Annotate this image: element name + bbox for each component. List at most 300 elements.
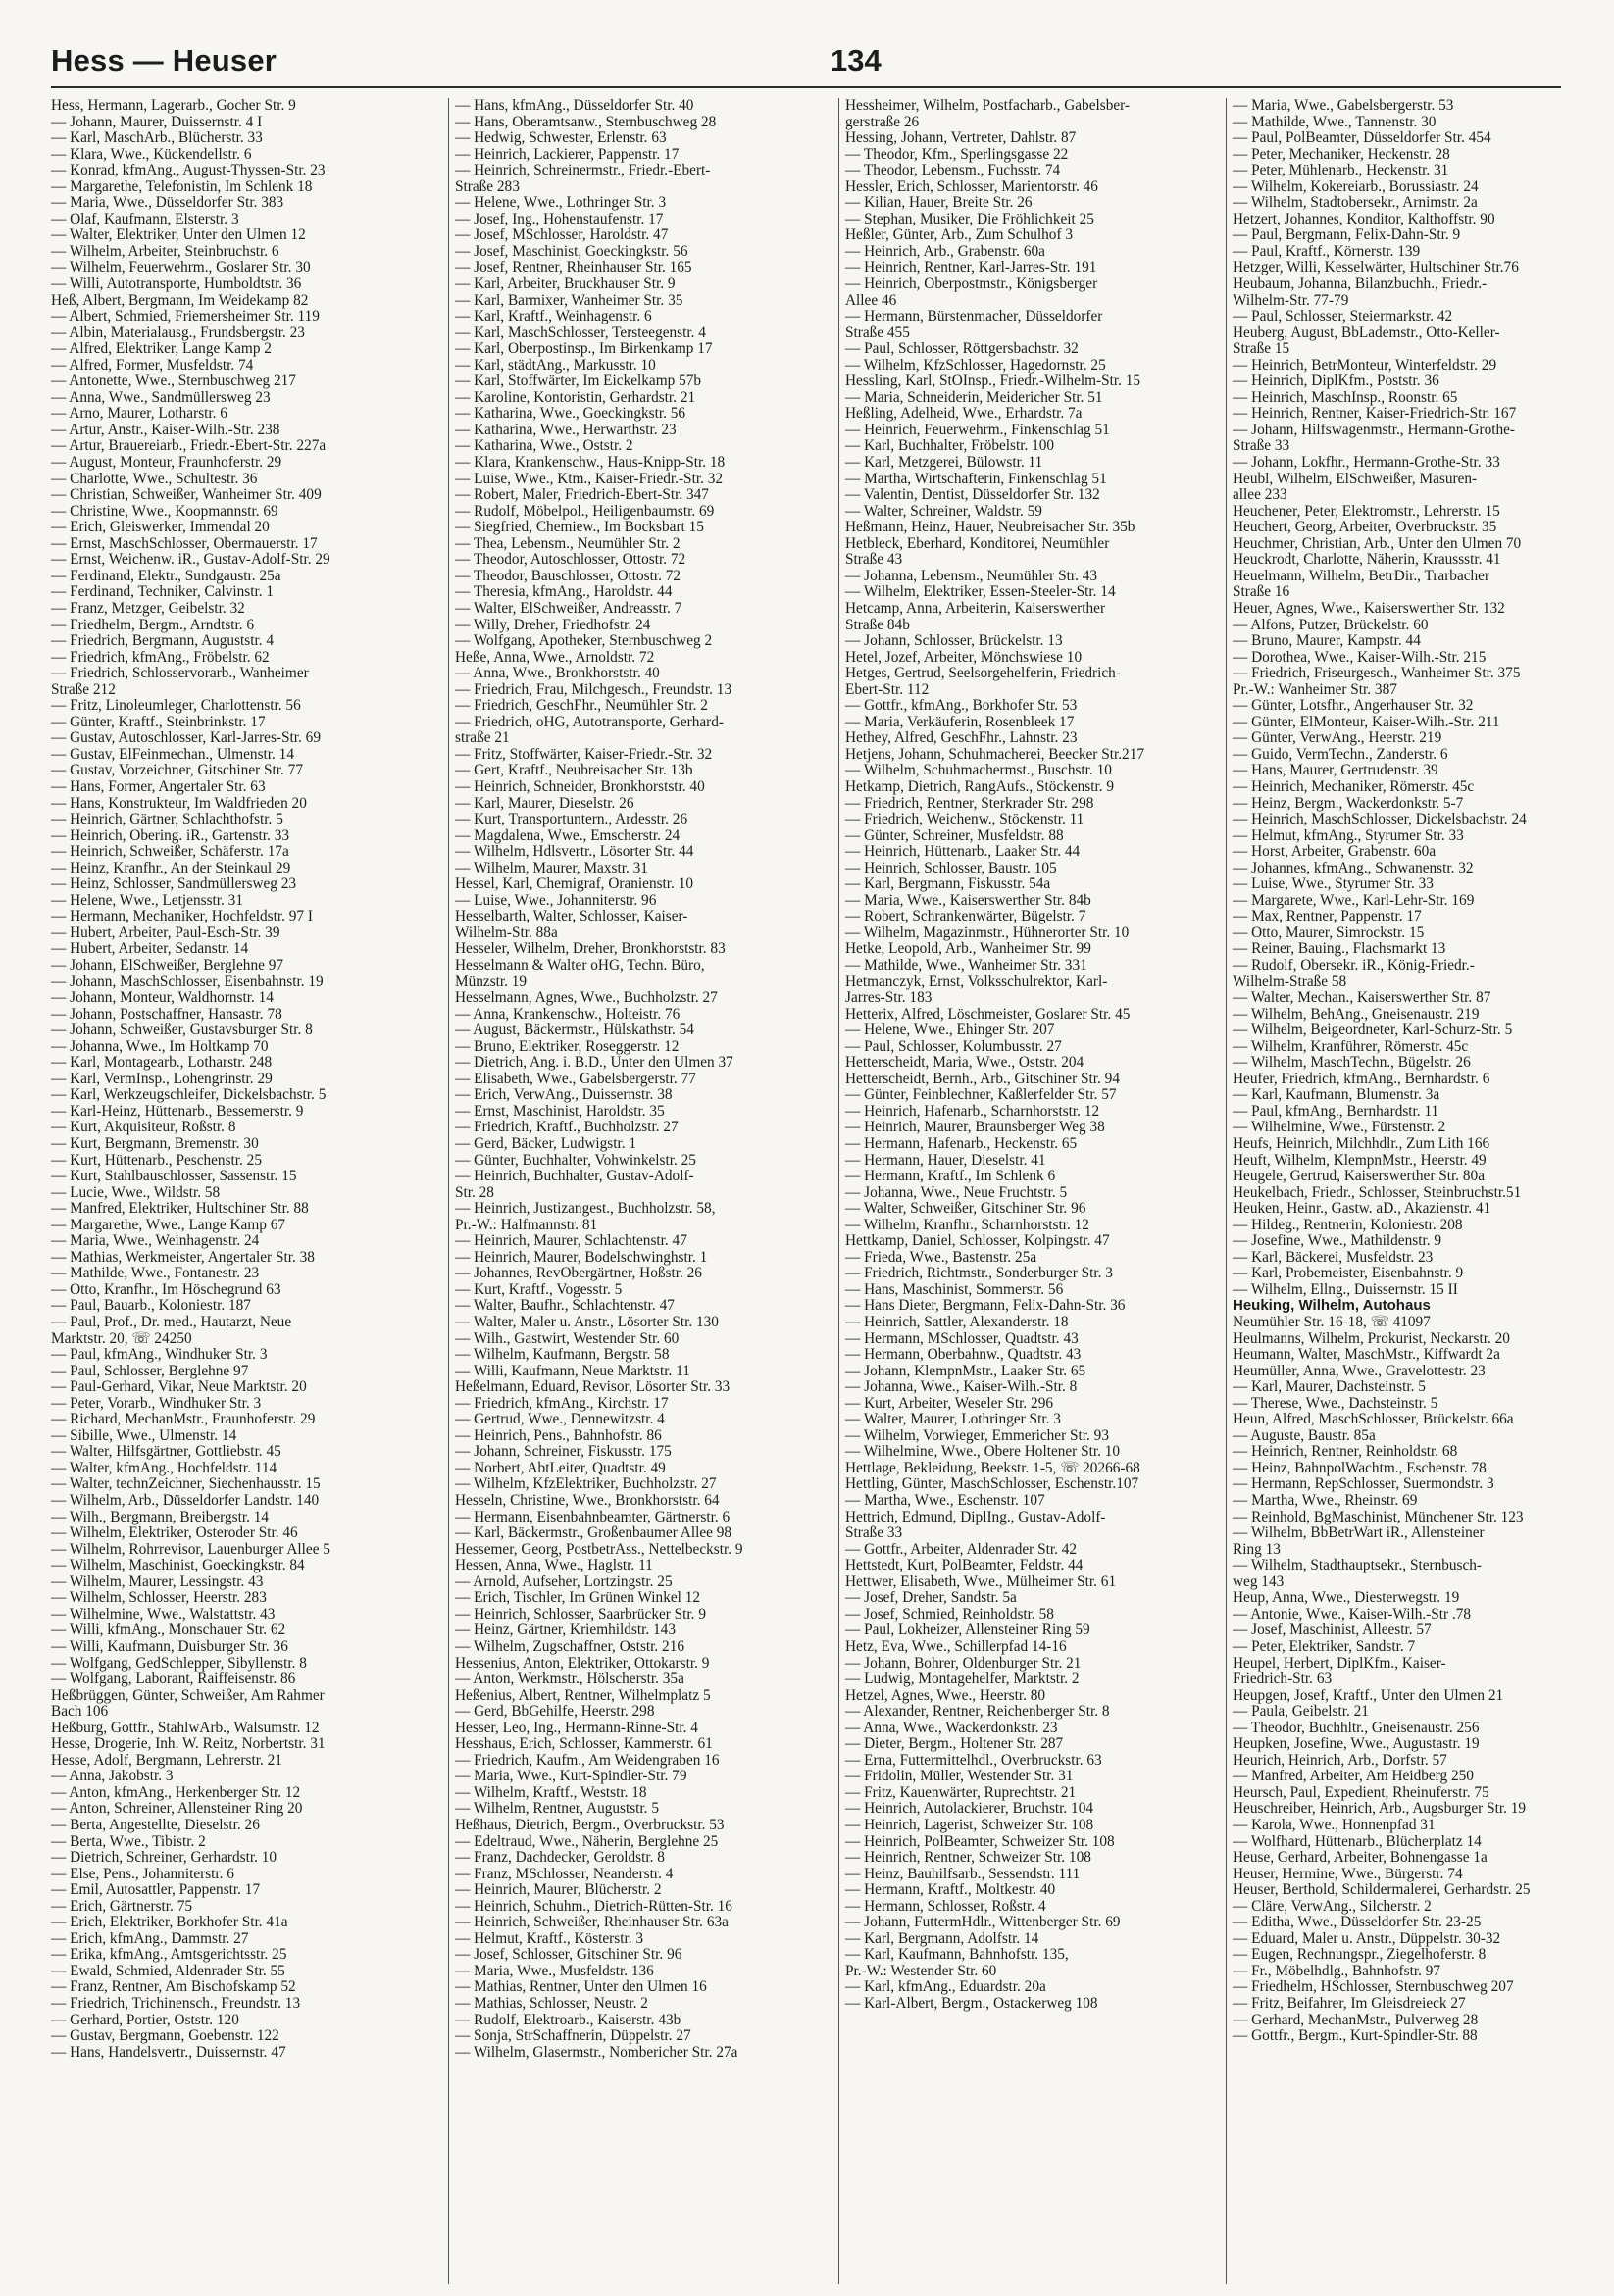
directory-entry: — Christine, Wwe., Koopmannstr. 69 [51, 502, 278, 520]
directory-entry: Neumühler Str. 16-18, ☏ 41097 [1233, 1314, 1431, 1331]
directory-entry: — Guido, VermTechn., Zanderstr. 6 [1233, 745, 1448, 763]
directory-entry: — Wilhelm, Glasermstr., Nombericher Str. 27a [455, 2043, 738, 2061]
directory-entry: — Paul, Schlosser, Berglehne 97 [51, 1362, 249, 1379]
directory-entry: — Josefine, Wwe., Mathildenstr. 9 [1233, 1232, 1441, 1250]
directory-entry: Heuking, Wilhelm, Autohaus [1233, 1297, 1431, 1315]
directory-entry: — Gottfr., Arbeiter, Aldenrader Str. 42 [845, 1540, 1078, 1558]
directory-entry: Heuer, Agnes, Wwe., Kaiserswerther Str. 132 [1233, 599, 1505, 617]
directory-entry: Hettkamp, Daniel, Schlosser, Kolpingstr. 47 [845, 1232, 1110, 1250]
directory-entry: — Franz, Metzger, Geibelstr. 32 [51, 599, 245, 617]
directory-entry: — Klara, Krankenschw., Haus-Knipp-Str. 18 [455, 454, 726, 472]
directory-entry: — Heinrich, MaschInsp., Roonstr. 65 [1233, 388, 1458, 406]
directory-entry: Hetterscheidt, Maria, Wwe., Oststr. 204 [845, 1054, 1084, 1072]
directory-entry: Heßelmann, Eduard, Revisor, Lösorter Str. 33 [455, 1378, 731, 1396]
directory-entry: Hessing, Johann, Vertreter, Dahlstr. 87 [845, 129, 1077, 147]
directory-entry: — Helmut, kfmAng., Styrumer Str. 33 [1233, 826, 1464, 844]
directory-entry: — Wilhelm, BbBetrWart iR., Allensteiner [1233, 1524, 1485, 1542]
directory-entry: — Walter, technZeichner, Siechenhausstr. 15 [51, 1475, 321, 1493]
directory-entry: — Siegfried, Chemiew., Im Bocksbart 15 [455, 519, 704, 536]
directory-entry: — Kurt, Akquisiteur, Roßstr. 8 [51, 1119, 236, 1136]
directory-entry: Wilhelm-Str. 77-79 [1233, 291, 1349, 309]
directory-entry: — Stephan, Musiker, Die Fröhlichkeit 25 [845, 210, 1094, 227]
directory-entry: Heuken, Heinr., Gastw. aD., Akazienstr. 41 [1233, 1200, 1491, 1218]
directory-entry: Heßmann, Heinz, Hauer, Neubreisacher Str. 35b [845, 519, 1135, 536]
directory-entry: — Walter, Hilfsgärtner, Gottliebstr. 45 [51, 1443, 281, 1461]
directory-entry: — Heinz, Bergm., Wackerdonkstr. 5-7 [1233, 794, 1464, 812]
directory-entry: — Luise, Wwe., Ktm., Kaiser-Friedr.-Str. 32 [455, 470, 724, 487]
directory-entry: — Johannes, kfmAng., Schwanenstr. 32 [1233, 859, 1474, 876]
directory-entry: — Cläre, VerwAng., Silcherstr. 2 [1233, 1897, 1432, 1915]
directory-entry: Wilhelm-Straße 58 [1233, 973, 1347, 990]
directory-entry: — Johann, Maurer, Duissernstr. 4 I [51, 113, 263, 130]
directory-entry: — Hermann, Kraftf., Im Schlenk 6 [845, 1168, 1056, 1185]
directory-entry: — August, Monteur, Fraunhoferstr. 29 [51, 454, 282, 472]
directory-entry: — Arnold, Aufseher, Lortzingstr. 25 [455, 1572, 673, 1590]
directory-entry: Hettlage, Bekleidung, Beekstr. 1-5, ☏ 20266-68 [845, 1459, 1140, 1476]
directory-entry: — Luise, Wwe., Styrumer Str. 33 [1233, 875, 1434, 893]
directory-entry: Heugele, Gertrud, Kaiserswerther Str. 80a [1233, 1168, 1485, 1185]
directory-entry: — Theodor, Kfm., Sperlingsgasse 22 [845, 145, 1069, 163]
directory-entry: — Wilhelm, Rentner, Auguststr. 5 [455, 1800, 659, 1818]
directory-entry: Heßling, Adelheid, Wwe., Erhardstr. 7a [845, 405, 1083, 423]
directory-entry: — August, Bäckermstr., Hülskathstr. 54 [455, 1022, 694, 1039]
directory-entry: — Gustav, Bergmann, Goebenstr. 122 [51, 2027, 279, 2045]
directory-entry: — Josef, Schmied, Reinholdstr. 58 [845, 1605, 1054, 1622]
directory-entry: Hetcamp, Anna, Arbeiterin, Kaiserswerther [845, 599, 1106, 617]
directory-entry: — Karl, Maurer, Dieselstr. 26 [455, 794, 634, 812]
directory-entry: Heup, Anna, Wwe., Diesterwegstr. 19 [1233, 1589, 1460, 1607]
directory-entry: — Hermann, Eisenbahnbeamter, Gärtnerstr. 6 [455, 1508, 731, 1525]
directory-entry: Münzstr. 19 [455, 973, 528, 990]
directory-entry: — Hermann, Schlosser, Roßstr. 4 [845, 1897, 1046, 1915]
directory-entry: — Peter, Mühlenarb., Heckenstr. 31 [1233, 162, 1449, 179]
directory-entry: Hetges, Gertrud, Seelsorgehelferin, Friedrich- [845, 665, 1121, 682]
directory-entry: — Hans, Former, Angertaler Str. 63 [51, 777, 266, 795]
directory-entry: — Anna, Krankenschw., Holteistr. 76 [455, 1005, 681, 1023]
directory-entry: — Karl, kfmAng., Eduardstr. 20a [845, 1978, 1046, 1996]
directory-entry: Heuschreiber, Heinrich, Arb., Augsburger Str. 19 [1233, 1800, 1527, 1818]
directory-entry: — Friedhelm, Bergm., Arndtstr. 6 [51, 616, 255, 633]
directory-entry: — Emil, Autosattler, Pappenstr. 17 [51, 1881, 261, 1899]
directory-entry: — Hermann, Hafenarb., Heckenstr. 65 [845, 1135, 1078, 1152]
directory-entry: — Dieter, Bergm., Holtener Str. 287 [845, 1735, 1064, 1753]
directory-entry: Hetjens, Johann, Schuhmacherei, Beecker Str.217 [845, 745, 1145, 763]
directory-entry: — Karl, Buchhalter, Fröbelstr. 100 [845, 437, 1055, 455]
directory-entry: — Paul, Bauarb., Koloniestr. 187 [51, 1297, 251, 1315]
directory-entry: Heumüller, Anna, Wwe., Gravelottestr. 23 [1233, 1362, 1486, 1379]
directory-entry: — Friedrich, oHG, Autotransporte, Gerhard- [455, 713, 724, 730]
directory-entry: — Willi, kfmAng., Monschauer Str. 62 [51, 1622, 286, 1639]
directory-entry: — Kurt, Kraftf., Vogesstr. 5 [455, 1280, 623, 1298]
directory-entry: — Wilhelm, Elektriker, Osteroder Str. 46 [51, 1524, 298, 1542]
directory-entry: — Theodor, Lebensm., Fuchsstr. 74 [845, 162, 1061, 179]
directory-entry: — Hermann, Bürstenmacher, Düsseldorfer [845, 308, 1103, 325]
directory-entry: Hetel, Jozef, Arbeiter, Mönchswiese 10 [845, 648, 1083, 666]
directory-entry: — Maria, Wwe., Weinhagenstr. 24 [51, 1232, 260, 1250]
directory-entry: — Reiner, Bauing., Flachsmarkt 13 [1233, 940, 1446, 958]
directory-entry: Heubaum, Johanna, Bilanzbuchh., Friedr.- [1233, 275, 1488, 293]
directory-entry: Hetterix, Alfred, Löschmeister, Goslarer Str. 45 [845, 1005, 1131, 1023]
directory-entry: — Theodor, Buchhltr., Gneisenaustr. 256 [1233, 1719, 1480, 1736]
directory-entry: — Karl, MaschArb., Blücherstr. 33 [51, 129, 263, 147]
directory-entry: — Karl, Bergmann, Fiskusstr. 54a [845, 875, 1051, 893]
directory-entry: — Ernst, Weichenw. iR., Gustav-Adolf-Str. 29 [51, 551, 330, 569]
directory-entry: — Paul, Prof., Dr. med., Hautarzt, Neue [51, 1314, 292, 1331]
directory-entry: Hessel, Karl, Chemigraf, Oranienstr. 10 [455, 875, 693, 893]
directory-entry: — Friedhelm, HSchlosser, Sternbuschweg 207 [1233, 1978, 1514, 1996]
directory-entry: — Karl, Kaufmann, Bahnhofstr. 135, [845, 1946, 1069, 1964]
directory-entry: — Wilhelm, Arb., Düsseldorfer Landstr. 140 [51, 1492, 320, 1510]
directory-entry: — Konrad, kfmAng., August-Thyssen-Str. 23 [51, 162, 326, 179]
directory-entry: — Heinz, BahnpolWachtm., Eschenstr. 78 [1233, 1459, 1487, 1476]
directory-entry: Heupgen, Josef, Kraftf., Unter den Ulmen 21 [1233, 1686, 1504, 1704]
directory-entry: Heupken, Josefine, Wwe., Augustastr. 19 [1233, 1735, 1480, 1753]
directory-entry: — Wilhelm, Feuerwehrm., Goslarer Str. 30 [51, 259, 311, 276]
directory-entry: — Wilhelm, Arbeiter, Steinbruchstr. 6 [51, 242, 279, 260]
directory-entry: Heßenius, Albert, Rentner, Wilhelmplatz 5 [455, 1686, 711, 1704]
directory-entry: Hetzel, Agnes, Wwe., Heerstr. 80 [845, 1686, 1046, 1704]
directory-entry: — Günter, ElMonteur, Kaiser-Wilh.-Str. 211 [1233, 713, 1500, 730]
directory-entry: — Paul-Gerhard, Vikar, Neue Marktstr. 20 [51, 1378, 307, 1396]
directory-entry: Heßler, Günter, Arb., Zum Schulhof 3 [845, 226, 1074, 244]
directory-entry: — Gottfr., Bergm., Kurt-Spindler-Str. 88 [1233, 2027, 1478, 2045]
directory-entry: — Hubert, Arbeiter, Sedanstr. 14 [51, 940, 249, 958]
directory-entry: — Josef, Schlosser, Gitschiner Str. 96 [455, 1946, 682, 1964]
directory-entry: — Johann, Schweißer, Gustavsburger Str. 8 [51, 1022, 313, 1039]
directory-entry: — Karl, VermInsp., Lohengrinstr. 29 [51, 1070, 273, 1087]
directory-entry: — Heinrich, Schuhm., Dietrich-Rütten-Str. 16 [455, 1897, 732, 1915]
directory-entry: — Franz, Dachdecker, Geroldstr. 8 [455, 1849, 665, 1867]
directory-entry: — Heinrich, Pens., Bahnhofstr. 86 [455, 1426, 662, 1444]
directory-entry: Heuckrodt, Charlotte, Näherin, Kraussstr. 41 [1233, 551, 1501, 569]
directory-entry: — Franz, Rentner, Am Bischofskamp 52 [51, 1978, 296, 1996]
directory-entry: — Wilhelm, Kraftf., Weststr. 18 [455, 1783, 647, 1801]
directory-entry: — Heinrich, Schweißer, Rheinhauser Str. 63a [455, 1914, 729, 1931]
directory-entry: — Margarete, Wwe., Karl-Lehr-Str. 169 [1233, 891, 1475, 909]
directory-entry: — Johanna, Wwe., Kaiser-Wilh.-Str. 8 [845, 1378, 1078, 1396]
directory-entry: — Kurt, Bergmann, Bremenstr. 30 [51, 1135, 259, 1152]
directory-entry: — Bruno, Maurer, Kampstr. 44 [1233, 632, 1421, 650]
directory-entry: — Walter, Schreiner, Waldstr. 59 [845, 502, 1042, 520]
directory-entry: — Hans, Maurer, Gertrudenstr. 39 [1233, 762, 1438, 779]
directory-entry: — Katharina, Wwe., Herwarthstr. 23 [455, 421, 677, 438]
directory-entry: — Anna, Wwe., Sandmüllersweg 23 [51, 388, 271, 406]
directory-entry: — Johann, Schlosser, Brückelstr. 13 [845, 632, 1063, 650]
directory-entry: — Anton, Schreiner, Allensteiner Ring 20 [51, 1800, 303, 1818]
directory-entry: — Antonette, Wwe., Sternbuschweg 217 [51, 373, 296, 390]
directory-entry: — Ferdinand, Techniker, Calvinstr. 1 [51, 583, 275, 601]
directory-entry: — Erna, Futtermittelhdl., Overbruckstr. 63 [845, 1751, 1102, 1769]
directory-entry: — Gerhard, Portier, Oststr. 120 [51, 2011, 239, 2028]
directory-entry: — Hans Dieter, Bergmann, Felix-Dahn-Str. 36 [845, 1297, 1126, 1315]
directory-entry: Hetterscheidt, Bernh., Arb., Gitschiner Str. 94 [845, 1070, 1120, 1087]
directory-entry: — Dorothea, Wwe., Kaiser-Wilh.-Str. 215 [1233, 648, 1487, 666]
directory-entry: — Wilhelm, Magazinmstr., Hühnerorter Str. 10 [845, 923, 1130, 941]
directory-entry: — Heinrich, PolBeamter, Schweizer Str. 108 [845, 1832, 1115, 1850]
directory-entry: — Heinrich, Gärtner, Schlachthofstr. 5 [51, 811, 283, 828]
directory-entry: — Hans, Handelsvertr., Duissernstr. 47 [51, 2043, 286, 2061]
directory-entry: — Wilhelm, Maurer, Lessingstr. 43 [51, 1572, 264, 1590]
directory-entry: — Else, Pens., Johanniterstr. 6 [51, 1865, 234, 1882]
directory-entry: Heuser, Berthold, Schildermalerei, Gerhardstr. 25 [1233, 1881, 1531, 1899]
directory-entry: — Karoline, Kontoristin, Gerhardstr. 21 [455, 388, 696, 406]
directory-entry: — Hans, Maschinist, Sommerstr. 56 [845, 1280, 1064, 1298]
directory-entry: — Kurt, Hüttenarb., Peschenstr. 25 [51, 1151, 262, 1169]
directory-entry: Str. 28 [455, 1183, 494, 1201]
directory-entry: — Friedrich, Weichenw., Stöckenstr. 11 [845, 811, 1084, 828]
directory-entry: — Katharina, Wwe., Oststr. 2 [455, 437, 633, 455]
directory-entry: — Eugen, Rechnungspr., Ziegelhoferstr. 8 [1233, 1946, 1487, 1964]
directory-entry: Heursch, Paul, Expedient, Rheinuferstr. 75 [1233, 1783, 1489, 1801]
directory-entry: — Willi, Kaufmann, Duisburger Str. 36 [51, 1637, 288, 1655]
directory-entry: — Paul, Schlosser, Steiermarkstr. 42 [1233, 308, 1453, 325]
directory-entry: Hettwer, Elisabeth, Wwe., Mülheimer Str. 61 [845, 1572, 1117, 1590]
directory-entry: — Heinrich, Rentner, Karl-Jarres-Str. 191 [845, 259, 1097, 276]
directory-entry: — Heinz, Schlosser, Sandmüllersweg 23 [51, 875, 297, 893]
directory-entry: — Paul, PolBeamter, Düsseldorfer Str. 454 [1233, 129, 1491, 147]
directory-entry: — Friedrich, Friseurgesch., Wanheimer Str. 375 [1233, 665, 1521, 682]
directory-entry: — Dietrich, Ang. i. B.D., Unter den Ulmen 37 [455, 1054, 733, 1072]
directory-entry: — Heinrich, Rentner, Kaiser-Friedrich-Str. 167 [1233, 405, 1517, 423]
directory-entry: — Heinrich, Autolackierer, Bruchstr. 104 [845, 1800, 1093, 1818]
directory-entry: — Heinrich, Maurer, Blücherstr. 2 [455, 1881, 662, 1899]
directory-entry: — Mathilde, Wwe., Tannenstr. 30 [1233, 113, 1437, 130]
directory-entry: Hesselbarth, Walter, Schlosser, Kaiser- [455, 908, 688, 925]
directory-entry: — Margarethe, Telefonistin, Im Schlenk 18 [51, 177, 313, 195]
directory-entry: — Friedrich, Kaufm., Am Weidengraben 16 [455, 1751, 720, 1769]
directory-entry: — Karl, städtAng., Markusstr. 10 [455, 356, 656, 374]
directory-entry: Heufer, Friedrich, kfmAng., Bernhardstr. 6 [1233, 1070, 1490, 1087]
directory-entry: — Heinrich, Feuerwehrm., Finkenschlag 51 [845, 421, 1110, 438]
directory-entry: — Hermann, Hauer, Dieselstr. 41 [845, 1151, 1046, 1169]
directory-entry: Hetz, Eva, Wwe., Schillerpfad 14-16 [845, 1637, 1067, 1655]
directory-entry: — Heinrich, Obering. iR., Gartenstr. 33 [51, 826, 290, 844]
directory-entry: — Dietrich, Schreiner, Gerhardstr. 10 [51, 1849, 277, 1867]
directory-entry: — Fritz, Stoffwärter, Kaiser-Friedr.-Str. 32 [455, 745, 713, 763]
directory-entry: Hessen, Anna, Wwe., Haglstr. 11 [455, 1557, 653, 1574]
directory-entry: — Hermann, Oberbahnw., Quadtstr. 43 [845, 1346, 1082, 1364]
directory-entry: — Johann, ElSchweißer, Berglehne 97 [51, 956, 284, 973]
directory-entry: — Hermann, Mechaniker, Hochfeldstr. 97 I [51, 908, 314, 925]
directory-entry: Straße 15 [1233, 340, 1290, 358]
directory-entry: — Friedrich, Kraftf., Buchholzstr. 27 [455, 1119, 679, 1136]
directory-entry: — Max, Rentner, Pappenstr. 17 [1233, 908, 1422, 925]
directory-entry: — Heinrich, Rentner, Reinholdstr. 68 [1233, 1443, 1458, 1461]
running-head: Hess — Heuser [51, 43, 277, 77]
directory-entry: — Heinrich, Hüttenarb., Laaker Str. 44 [845, 843, 1081, 861]
directory-entry: — Anna, Jakobstr. 3 [51, 1768, 174, 1785]
directory-entry: — Hermann, RepSchlosser, Suermondstr. 3 [1233, 1475, 1494, 1493]
page-header [51, 37, 1561, 88]
directory-entry: — Paul, kfmAng., Bernhardstr. 11 [1233, 1102, 1439, 1120]
directory-entry: — Arno, Maurer, Lotharstr. 6 [51, 405, 227, 423]
directory-entry: — Ludwig, Montagehelfer, Marktstr. 2 [845, 1671, 1080, 1688]
directory-entry: — Wilhelm, KfzSchlosser, Hagedornstr. 25 [845, 356, 1106, 374]
directory-entry: — Heinrich, DiplKfm., Poststr. 36 [1233, 373, 1439, 390]
directory-entry: — Günter, Buchhalter, Vohwinkelstr. 25 [455, 1151, 696, 1169]
directory-entry: — Walter, Maler u. Anstr., Lösorter Str. 130 [455, 1314, 719, 1331]
directory-entry: — Gustav, Vorzeichner, Gitschiner Str. 77 [51, 762, 303, 779]
directory-entry: — Wilhelm, Kokereiarb., Borussiastr. 24 [1233, 177, 1479, 195]
directory-entry: — Gert, Kraftf., Neubreisacher Str. 13b [455, 762, 693, 779]
directory-entry: Pr.-W.: Westender Str. 60 [845, 1962, 997, 1979]
directory-entry: — Helene, Wwe., Letjensstr. 31 [51, 891, 243, 909]
directory-entry: — Karl, Werkzeugschleifer, Dickelsbachstr. 5 [51, 1086, 327, 1104]
directory-entry: — Norbert, AbtLeiter, Quadtstr. 49 [455, 1459, 666, 1476]
directory-entry: — Wilhelm, KfzElektriker, Buchholzstr. 27 [455, 1475, 717, 1493]
directory-entry: — Gottfr., kfmAng., Borkhofer Str. 53 [845, 697, 1078, 715]
directory-entry: Heuse, Gerhard, Arbeiter, Bohnengasse 1a [1233, 1849, 1488, 1867]
directory-entry: Bach 106 [51, 1703, 109, 1721]
directory-entry: — Heinrich, BetrMonteur, Winterfeldstr. 29 [1233, 356, 1497, 374]
directory-entry: — Christian, Schweißer, Wanheimer Str. 409 [51, 486, 322, 504]
directory-entry: gerstraße 26 [845, 113, 920, 130]
directory-entry: — Alfred, Elektriker, Lange Kamp 2 [51, 340, 272, 358]
directory-entry: — Therese, Wwe., Dachsteinstr. 5 [1233, 1394, 1438, 1412]
directory-entry: — Wilhelm, Zugschaffner, Oststr. 216 [455, 1637, 685, 1655]
directory-entry: — Maria, Wwe., Düsseldorfer Str. 383 [51, 194, 284, 212]
directory-entry: — Walter, Mechan., Kaiserswerther Str. 87 [1233, 989, 1491, 1007]
directory-entry: — Charlotte, Wwe., Schultestr. 36 [51, 470, 258, 487]
directory-entry: — Heinrich, Rentner, Schweizer Str. 108 [845, 1849, 1091, 1867]
directory-entry: — Heinrich, Schweißer, Schäferstr. 17a [51, 843, 289, 861]
directory-entry: — Johann, Postschaffner, Hansastr. 78 [51, 1005, 282, 1023]
directory-entry: — Johanna, Wwe., Neue Fruchtstr. 5 [845, 1183, 1068, 1201]
directory-entry: — Alfred, Former, Musfeldstr. 74 [51, 356, 254, 374]
directory-entry: — Rudolf, Elektroarb., Kaiserstr. 43b [455, 2011, 681, 2028]
directory-entry: — Walter, kfmAng., Hochfeldstr. 114 [51, 1459, 277, 1476]
directory-entry: — Heinz, Bauhilfsarb., Sessendstr. 111 [845, 1865, 1081, 1882]
directory-entry: — Paul, Bergmann, Felix-Dahn-Str. 9 [1233, 226, 1461, 244]
directory-entry: allee 233 [1233, 486, 1287, 504]
directory-entry: — Wilhelm, Stadthauptsekr., Sternbusch- [1233, 1557, 1483, 1574]
directory-entry: Hetzger, Willi, Kesselwärter, Hultschiner Str.76 [1233, 259, 1519, 276]
directory-entry: — Karl, Bergmann, Adolfstr. 14 [845, 1929, 1039, 1947]
directory-entry: — Wilhelm, Stadtobersekr., Arnimstr. 2a [1233, 194, 1478, 212]
directory-entry: — Paul, Lokheizer, Allensteiner Ring 59 [845, 1622, 1090, 1639]
directory-entry: — Wilhelm, Kranfhr., Scharnhorststr. 12 [845, 1216, 1089, 1233]
directory-entry: — Robert, Schrankenwärter, Bügelstr. 7 [845, 908, 1086, 925]
directory-entry: — Gustav, ElFeinmechan., Ulmenstr. 14 [51, 745, 294, 763]
directory-entry: — Anna, Wwe., Wackerdonkstr. 23 [845, 1719, 1058, 1736]
column-1 [51, 98, 431, 2061]
directory-entry: — Theodor, Bauschlosser, Ottostr. 72 [455, 567, 681, 584]
directory-entry: Ebert-Str. 112 [845, 680, 930, 698]
directory-entry: Hessler, Erich, Schlosser, Marientorstr. 46 [845, 177, 1098, 195]
directory-entry: — Paul, Schlosser, Kolumbusstr. 27 [845, 1037, 1062, 1055]
directory-entry: — Ferdinand, Elektr., Sundgaustr. 25a [51, 567, 281, 584]
directory-entry: Heurich, Heinrich, Arb., Dorfstr. 57 [1233, 1751, 1447, 1769]
directory-entry: Heuft, Wilhelm, KlempnMstr., Heerstr. 49 [1233, 1151, 1487, 1169]
directory-entry: — Richard, MechanMstr., Fraunhoferstr. 29 [51, 1411, 316, 1428]
directory-entry: — Friedrich, GeschFhr., Neumühler Str. 2 [455, 697, 708, 715]
directory-entry: — Heinrich, Schneider, Bronkhorststr. 40 [455, 777, 705, 795]
directory-entry: straße 21 [455, 729, 510, 747]
directory-entry: — Walter, Baufhr., Schlachtenstr. 47 [455, 1297, 675, 1315]
directory-entry: — Friedrich, kfmAng., Kirchstr. 17 [455, 1394, 669, 1412]
directory-entry: — Walter, ElSchweißer, Andreasstr. 7 [455, 599, 682, 617]
directory-entry: Hetke, Leopold, Arb., Wanheimer Str. 99 [845, 940, 1091, 958]
column-2 [448, 98, 835, 2284]
directory-entry: — Ernst, Maschinist, Haroldstr. 35 [455, 1102, 665, 1120]
directory-entry: — Johann, Lokfhr., Hermann-Grothe-Str. 33 [1233, 454, 1500, 472]
directory-entry: Hesse, Drogerie, Inh. W. Reitz, Norbertstr. 31 [51, 1735, 326, 1753]
directory-entry: — Peter, Mechaniker, Heckenstr. 28 [1233, 145, 1450, 163]
directory-entry: Heuberg, August, BbLademstr., Otto-Keller- [1233, 324, 1500, 341]
directory-entry: Hettling, Günter, MaschSchlosser, Eschenstr.107 [845, 1475, 1139, 1493]
directory-entry: — Wolfgang, Apotheker, Sternbuschweg 2 [455, 632, 713, 650]
directory-entry: — Kurt, Arbeiter, Weseler Str. 296 [845, 1394, 1053, 1412]
directory-entry: — Otto, Maurer, Simrockstr. 15 [1233, 923, 1425, 941]
directory-entry: — Theresia, kfmAng., Haroldstr. 44 [455, 583, 673, 601]
directory-entry: — Karl, Stoffwärter, Im Eickelkamp 57b [455, 373, 702, 390]
directory-entry: Friedrich-Str. 63 [1233, 1671, 1333, 1688]
directory-entry: — Johann, Schreiner, Fiskusstr. 175 [455, 1443, 672, 1461]
directory-entry: — Fritz, Linoleumleger, Charlottenstr. 56 [51, 697, 301, 715]
directory-entry: — Wilhelm, Rohrrevisor, Lauenburger Allee 5 [51, 1540, 330, 1558]
directory-entry: — Artur, Brauereiarb., Friedr.-Ebert-Str. 227a [51, 437, 327, 455]
directory-entry: — Wilhelm, Maschinist, Goeckingkstr. 84 [51, 1557, 305, 1574]
directory-entry: — Karl, Oberpostinsp., Im Birkenkamp 17 [455, 340, 713, 358]
directory-entry: — Kilian, Hauer, Breite Str. 26 [845, 194, 1033, 212]
directory-entry: — Wilhelm, MaschTechn., Bügelstr. 26 [1233, 1054, 1471, 1072]
directory-entry: — Hedwig, Schwester, Erlenstr. 63 [455, 129, 667, 147]
directory-entry: — Maria, Schneiderin, Meidericher Str. 51 [845, 388, 1103, 406]
directory-entry: Hetbleck, Eberhard, Konditorei, Neumühler [845, 534, 1110, 552]
directory-entry: — Hubert, Arbeiter, Paul-Esch-Str. 39 [51, 923, 280, 941]
directory-entry: — Albin, Materialausg., Frundsbergstr. 23 [51, 324, 305, 341]
directory-entry: — Franz, MSchlosser, Neanderstr. 4 [455, 1865, 674, 1882]
directory-entry: — Antonie, Wwe., Kaiser-Wilh.-Str .78 [1233, 1605, 1472, 1622]
directory-entry: — Heinrich, Schlosser, Baustr. 105 [845, 859, 1057, 876]
directory-entry: — Karl, Kaufmann, Blumenstr. 3a [1233, 1086, 1440, 1104]
directory-entry: — Heinz, Gärtner, Kriemhildstr. 143 [455, 1622, 676, 1639]
directory-entry: Heuchert, Georg, Arbeiter, Overbruckstr. 35 [1233, 519, 1497, 536]
directory-entry: — Margarethe, Wwe., Lange Kamp 67 [51, 1216, 286, 1233]
directory-entry: — Hermann, Kraftf., Moltkestr. 40 [845, 1881, 1056, 1899]
directory-entry: — Alfons, Putzer, Brückelstr. 60 [1233, 616, 1429, 633]
directory-entry: — Wilhelm, Ellng., Duissernstr. 15 II [1233, 1280, 1458, 1298]
directory-entry: Heubl, Wilhelm, ElSchweißer, Masuren- [1233, 470, 1478, 487]
directory-entry: — Günter, Lotsfhr., Angerhauser Str. 32 [1233, 697, 1474, 715]
directory-entry: Straße 33 [1233, 437, 1290, 455]
directory-entry: — Luise, Wwe., Johanniterstr. 96 [455, 891, 657, 909]
directory-entry: — Eduard, Maler u. Anstr., Düppelstr. 30-32 [1233, 1929, 1501, 1947]
column-3 [838, 98, 1226, 2284]
directory-entry: Hesseln, Christine, Wwe., Bronkhorststr. 64 [455, 1492, 720, 1510]
directory-entry: — Kurt, Transportuntern., Ardesstr. 26 [455, 811, 688, 828]
directory-entry: — Erich, kfmAng., Dammstr. 27 [51, 1929, 249, 1947]
directory-entry: Hess, Hermann, Lagerarb., Gocher Str. 9 [51, 98, 296, 114]
directory-entry: — Ernst, MaschSchlosser, Obermauerstr. 17 [51, 534, 318, 552]
directory-entry: — Karl, MaschSchlosser, Tersteegenstr. 4 [455, 324, 706, 341]
column-4 [1226, 98, 1614, 2284]
directory-entry: — Frieda, Wwe., Bastenstr. 25a [845, 1248, 1037, 1266]
directory-entry: — Robert, Maler, Friedrich-Ebert-Str. 347 [455, 486, 709, 504]
directory-entry: — Heinrich, Sattler, Alexanderstr. 18 [845, 1314, 1069, 1331]
directory-entry: — Artur, Anstr., Kaiser-Wilh.-Str. 238 [51, 421, 280, 438]
directory-entry: — Karola, Wwe., Honnenpfad 31 [1233, 1816, 1436, 1833]
directory-entry: — Friedrich, Schlosservorarb., Wanheimer [51, 665, 309, 682]
directory-entry: — Johanna, Wwe., Im Holtkamp 70 [51, 1037, 269, 1055]
directory-entry: — Wolfgang, GedSchlepper, Sibyllenstr. 8 [51, 1654, 307, 1672]
directory-entry: — Friedrich, kfmAng., Fröbelstr. 62 [51, 648, 270, 666]
directory-entry: — Fr., Möbelhdlg., Bahnhofstr. 97 [1233, 1962, 1441, 1979]
directory-entry: — Karl, Maurer, Dachsteinstr. 5 [1233, 1378, 1426, 1396]
directory-entry: — Maria, Verkäuferin, Rosenbleek 17 [845, 713, 1075, 730]
directory-entry: — Wilhelm, Kaufmann, Bergstr. 58 [455, 1346, 670, 1364]
directory-entry: — Paula, Geibelstr. 21 [1233, 1703, 1369, 1721]
